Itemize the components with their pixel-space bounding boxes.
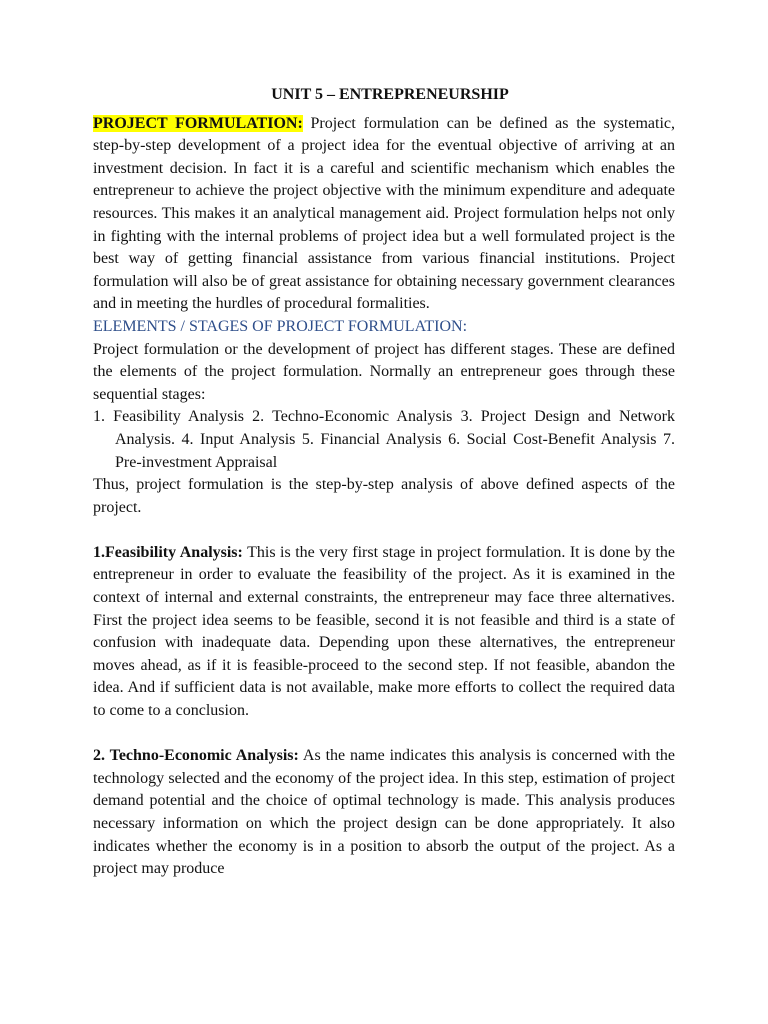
list-item xyxy=(93,406,675,474)
paragraph-spacer xyxy=(93,519,675,542)
techno-label: 2. Techno-Economic Analysis: xyxy=(93,747,299,765)
intro-label: PROJECT FORMULATION: xyxy=(93,114,303,132)
paragraph-spacer xyxy=(93,723,675,746)
stages-list xyxy=(93,406,675,474)
feasibility-text: This is the very first stage in project formulation. It is done by the entrepreneur in order to evaluate the feasibility of the project. As it is examined in the context of internal and external constraints, the entrepreneur may face three alternatives. First the project idea seems to be feasible, second it is not feasible and third is a state of confusion with inadequate data. Depending upon these alternatives, the entrepreneur moves ahead, as if it is feasible-proceed to the second step. If not feasible, abandon the idea. And if sufficient data is not available, make more efforts to collect the required data to come to a conclusion. xyxy=(93,543,676,720)
elements-intro-paragraph: Project formulation or the development of project has different stages. These are defined the elements of the project formulation. Normally an entrepreneur goes through these sequential stages: xyxy=(93,340,675,403)
elements-heading: ELEMENTS / STAGES OF PROJECT FORMULATION: xyxy=(93,317,468,335)
page-title: UNIT 5 – ENTREPRENEURSHIP xyxy=(271,86,509,103)
feasibility-paragraph xyxy=(93,542,675,723)
elements-conclusion-paragraph: Thus, project formulation is the step-by-step analysis of above defined aspects of the project. xyxy=(93,476,675,516)
list-item-number: 1. xyxy=(93,408,105,426)
intro-paragraph xyxy=(93,113,675,316)
feasibility-label: 1.Feasibility Analysis: xyxy=(93,543,243,561)
techno-paragraph xyxy=(93,745,675,881)
document-page xyxy=(93,84,675,881)
techno-text: As the name indicates this analysis is concerned with the technology selected and the economy of the project idea. In this step, estimation of project demand potential and the choice of optimal technology is made. This analysis produces necessary information on which the project design can be done appropriately. It also indicates whether the economy is in a position to absorb the output of the project. As a project may produce xyxy=(93,747,675,878)
list-item-text: Feasibility Analysis 2. Techno-Economic Analysis 3. Project Design and Network Analysis. 4. Input Analysis 5. Financial Analysis 6. Social Cost-Benefit Analysis 7. Pre-investment Appraisal xyxy=(113,408,675,471)
intro-text: Project formulation can be defined as the systematic, step-by-step development of a project idea for the eventual objective of arriving at an investment decision. In fact it is a careful and scientific mechanism which enables the entrepreneur to achieve the project objective with the minimum expenditure and adequate resources. This makes it an analytical management aid. Project formulation helps not only in fighting with the internal problems of project idea but a well formulated project is the best way of getting financial assistance from various financial institutions. Project formulation will also be of great assistance for obtaining necessary government clearances and in meeting the hurdles of procedural formalities. xyxy=(93,114,676,313)
